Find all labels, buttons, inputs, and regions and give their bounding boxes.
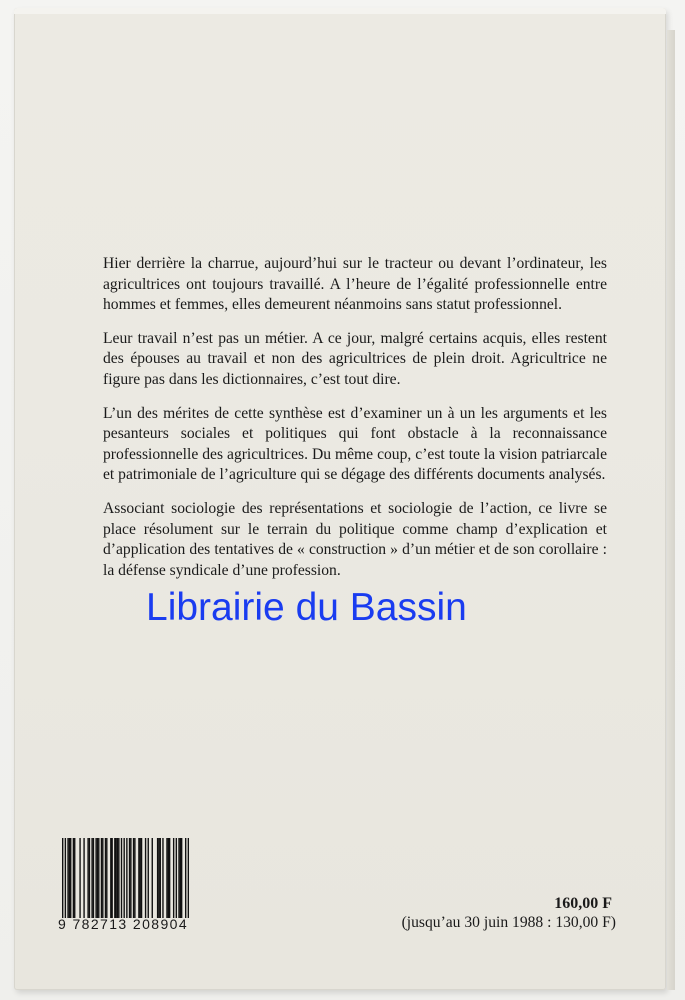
barcode-bar [115, 838, 116, 918]
barcode-bar [166, 838, 167, 918]
barcode-bar [114, 838, 115, 918]
isbn-number: 9 782713 208904 [58, 916, 188, 932]
barcode-bar [74, 838, 75, 918]
bookseller-watermark: Librairie du Bassin [146, 586, 467, 629]
barcode-bar [133, 838, 134, 918]
barcode-bar [67, 838, 68, 918]
barcode-bar [126, 838, 127, 918]
barcode-bar [89, 838, 90, 918]
barcode-bar [129, 838, 130, 918]
barcode-bar [93, 838, 94, 918]
barcode-bar [145, 838, 146, 918]
barcode-bar [178, 838, 179, 918]
blurb-paragraph: L’un des mérites de cette synthèse est d’examiner un à un les arguments et les pesanteurs sociales et politiques qui font obstacle à la reconnaissance professionnelle des agricultrices. Du même coup, c’est toute la vision patriarcale et patrimoniale de l’agriculture qui se dégage des différents documents analysés. [103, 404, 607, 484]
barcode-bar [185, 838, 186, 918]
barcode-bar [95, 838, 96, 918]
blurb-paragraph: Leur travail n’est pas un métier. A ce jour, malgré certains acquis, elles restent des épouses au travail et non des agricultrices de plein droit. Agricultrice ne figure pas dans les dictionnaires, c’est tout dire. [103, 329, 607, 388]
barcode-bar [102, 838, 103, 918]
barcode-bar [134, 838, 135, 918]
barcode-bar [148, 838, 149, 918]
barcode-bar [168, 838, 169, 918]
barcode-bar [69, 838, 70, 918]
barcode-bar [138, 838, 139, 918]
barcode-bar [106, 838, 107, 918]
barcode-bar [79, 838, 80, 918]
barcode-bar [176, 838, 177, 918]
barcode-bar [91, 838, 92, 918]
barcode-bar [123, 838, 124, 918]
barcode-bar [117, 838, 118, 918]
barcode-bar [101, 838, 102, 918]
barcode-bar [121, 838, 122, 918]
blurb-paragraph: Hier derrière la charrue, aujourd’hui sur le tracteur ou devant l’ordinateur, les agricultrices ont toujours travaillé. A l’heure de l’égalité professionnelle entre hommes et femmes, elles demeurent néanmoins sans statut professionnel. [103, 255, 607, 314]
barcode-bar [180, 838, 181, 918]
barcode-bar [98, 838, 99, 918]
blurb-paragraph: Associant sociologie des représentations et sociologie de l’action, ce livre se place résolument sur le terrain du politique comme champ d’explication et d’application des tentatives de « construction » d’un métier et de son corollaire : la défense syndicale d’une profession. [103, 499, 607, 579]
price: 160,00 F [554, 895, 612, 912]
barcode-bar [110, 838, 111, 918]
barcode-bar [141, 838, 142, 918]
barcode-bar [152, 838, 153, 918]
barcode-bar [83, 838, 84, 918]
barcode-bar [118, 838, 119, 918]
barcode-bar [130, 838, 131, 918]
barcode-bar [173, 838, 174, 918]
barcode-bar [157, 838, 158, 918]
barcode-bar [105, 838, 106, 918]
book-top-edge [14, 8, 666, 14]
barcode-bar [65, 838, 66, 918]
barcode-bar [97, 838, 98, 918]
book-page-edge [667, 30, 675, 990]
price-note: (jusqu’au 30 juin 1988 : 130,00 F) [401, 914, 616, 931]
barcode-bar [111, 838, 112, 918]
barcode-bar [158, 838, 159, 918]
barcode [62, 838, 189, 918]
barcode-bar [140, 838, 141, 918]
barcode-bar [181, 838, 182, 918]
barcode-bar [169, 838, 170, 918]
barcode-bar [87, 838, 88, 918]
barcode-bars [62, 838, 189, 918]
barcode-bar [162, 838, 163, 918]
barcode-bar [188, 838, 189, 918]
barcode-bar [73, 838, 74, 918]
barcode-bar [70, 838, 71, 918]
barcode-bar [160, 838, 161, 918]
barcode-bar [62, 838, 63, 918]
blurb-text [103, 254, 607, 594]
